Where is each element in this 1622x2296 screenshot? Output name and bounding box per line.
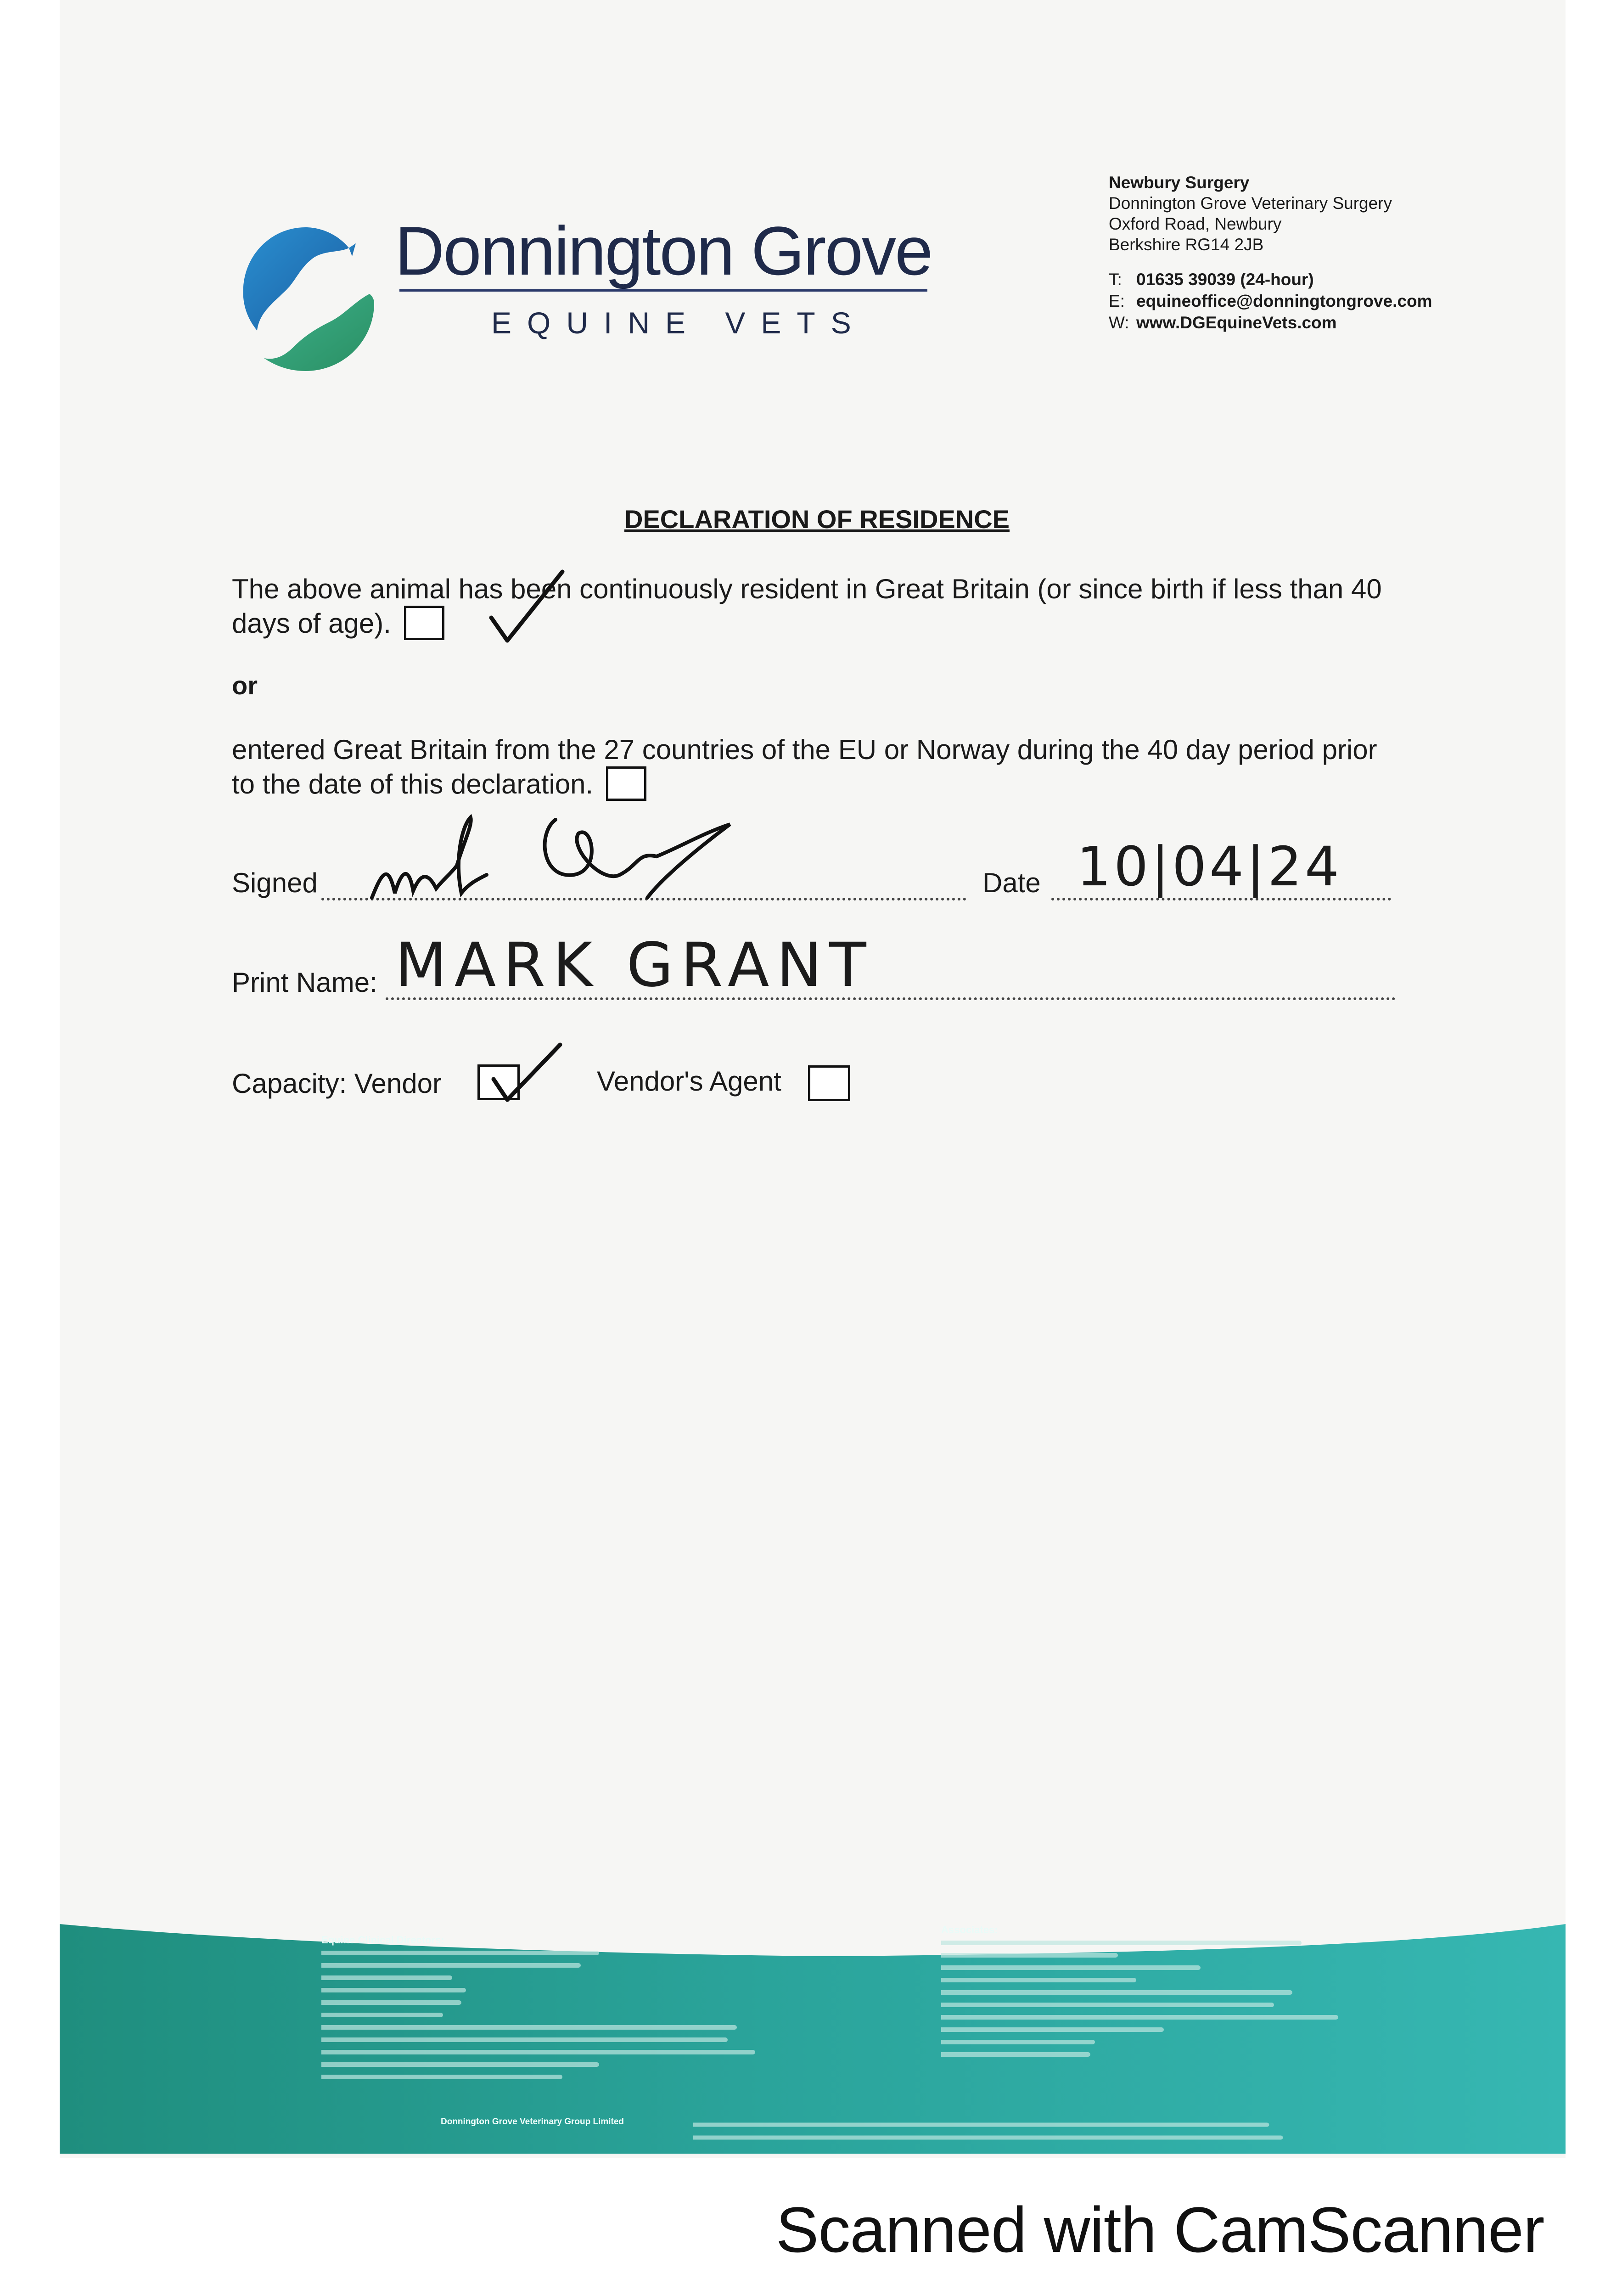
associates-title: Associates: — [941, 1924, 998, 1936]
brand-name: Donnington Grove — [395, 212, 932, 289]
eu-entry-checkbox[interactable] — [606, 766, 646, 801]
directors-title: Equine Clinical Directors: — [321, 1934, 444, 1946]
brand-divider — [399, 289, 927, 292]
company-name: Donnington Grove Veterinary Group Limited — [441, 2117, 624, 2127]
date-label: Date — [982, 867, 1041, 898]
company-registration — [441, 2116, 624, 2128]
residence-text: The above animal has been continuously resident in Great Britain (or since birth if less than 40 days of age). — [232, 574, 1382, 639]
signed-label: Signed — [232, 867, 318, 898]
print-name-label: Print Name: — [232, 967, 377, 998]
residence-checkbox[interactable] — [404, 606, 444, 640]
contact-block — [1109, 269, 1432, 333]
residence-check-mark-icon — [464, 563, 569, 650]
vendor-agent-checkbox[interactable] — [808, 1065, 850, 1101]
date-value: 10|04|24 — [1077, 835, 1342, 898]
scanner-watermark: Scanned with CamScanner — [776, 2194, 1544, 2266]
horse-logo-icon — [232, 220, 379, 372]
brand-subtitle: EQUINE VETS — [491, 306, 867, 340]
vendor-check-mark-icon — [480, 1038, 567, 1107]
address-block — [1109, 172, 1392, 255]
associates-list-text-icon — [941, 1936, 1391, 2074]
address-line: Berkshire RG14 2JB — [1109, 235, 1264, 254]
associates-column — [941, 1924, 1400, 2077]
registration-text-icon — [693, 2119, 1290, 2147]
contact-phone: T: 01635 39039 (24-hour) — [1109, 270, 1314, 289]
letterhead-footer — [60, 1906, 1566, 2154]
residence-statement — [232, 572, 1407, 643]
declaration-title: DECLARATION OF RESIDENCE — [624, 505, 1010, 534]
address-line: Donnington Grove Veterinary Surgery — [1109, 194, 1392, 213]
signature-scribble-icon — [363, 806, 758, 912]
surgery-name: Newbury Surgery — [1109, 173, 1250, 192]
eu-entry-statement — [232, 732, 1407, 804]
directors-list-text-icon — [321, 1946, 771, 2084]
email-address: equineoffice@donningtongrove.com — [1136, 292, 1432, 310]
address-line: Oxford Road, Newbury — [1109, 214, 1282, 233]
contact-email: E: equineoffice@donningtongrove.com — [1109, 292, 1432, 310]
print-name-value: MARK GRANT — [395, 930, 874, 1001]
or-separator: or — [232, 671, 258, 700]
directors-column — [321, 1934, 780, 2087]
contact-website: W: www.DGEquineVets.com — [1109, 313, 1337, 332]
phone-number: 01635 39039 (24-hour) — [1136, 270, 1314, 289]
website-url: www.DGEquineVets.com — [1136, 313, 1337, 332]
vendor-agent-label: Vendor's Agent — [597, 1066, 781, 1097]
eu-entry-text: entered Great Britain from the 27 countries of the EU or Norway during the 40 day period prior to the date of this declaration. — [232, 734, 1377, 799]
capacity-label: Capacity: Vendor — [232, 1068, 442, 1099]
